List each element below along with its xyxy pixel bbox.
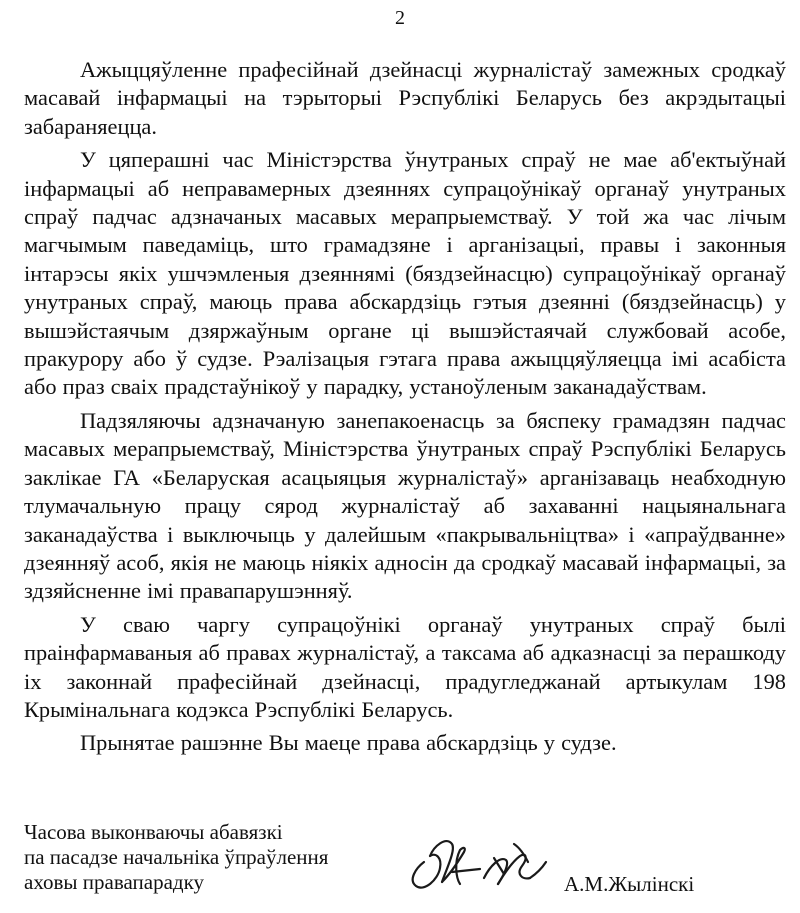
signer-position-line: аховы правапарадку: [24, 870, 205, 894]
letter-body: [24, 56, 786, 763]
paragraph-accreditation: Ажыццяўленне прафесійнай дзейнасці журналістаў замежных сродкаў масавай інфармацыі на тэрыторыі Рэспублікі Беларусь без акрэдытацыі забараняецца.: [24, 57, 786, 139]
signer-position-line: Часова выконваючы абавязкі: [24, 820, 283, 844]
signer-position: [24, 820, 328, 895]
paragraph-officers-informed: У сваю чаргу супрацоўнікі органаў унутраных спраў былі праінфармаваныя аб правах журналістаў, а таксама аб адказнасці за перашкоду іх законнай прафесійнай дзейнасці, прадугледжанай артыкулам 198 Крымінальнага кодэкса Рэспублікі Беларусь.: [24, 611, 786, 722]
page-number: 2: [395, 7, 405, 29]
signer-name: А.М.Жылінскі: [564, 872, 695, 896]
paragraph-safety-appeal: Падзяляючы адзначаную занепакоенасць за бяспеку грамадзян падчас масавых мерапрыемстваў, Міністэрства ўнутраных спраў Рэспублікі Беларусь заклікае ГА «Беларуская асацыяцыя журналістаў» арганізаваць неабходную тлумачальную працу сярод журналістаў аб захаванні нацыянальнага заканадаўства і выключыць у далейшым «пакрывальніцтва» і «апраўдванне» дзеянняў асоб, якія не маюць ніякіх адносін да сродкаў масавай інфармацыі, за здзяйсненне імі правапарушэнняў.: [24, 407, 786, 604]
signer-position-line: па пасадзе начальніка ўпраўлення: [24, 845, 329, 869]
paragraph-appeal-in-court: Прынятае рашэнне Вы маеце права абскардзіць у судзе.: [80, 730, 617, 756]
signature-block: [24, 820, 786, 900]
handwritten-signature: [394, 822, 574, 902]
paragraph-complaint-rights: У цяперашні час Міністэрства ўнутраных спраў не мае аб'ектыўнай інфармацыі аб неправамерных дзеяннях супрацоўнікаў органаў унутраных спраў падчас адзначаных масавых мерапрыемстваў. У той жа час лічым магчымым паведаміць, што грамадзяне і арганізацыі, правы і законныя інтарэсы якіх ушчэмленыя дзеяннямі (бяздзейнасцю) супрацоўнікаў органаў унутраных спраў, маюць права абскардзіць гэтыя дзеянні (бяздзейнасць) у вышэйстаячым дзяржаўным органе ці вышэйстаячай службовай асобе, пракурору або ў судзе. Рэалізацыя гэтага права ажыццяўляецца імі асабіста або праз сваіх прадстаўнікоў у парадку, устаноўленым заканадаўствам.: [24, 147, 786, 400]
